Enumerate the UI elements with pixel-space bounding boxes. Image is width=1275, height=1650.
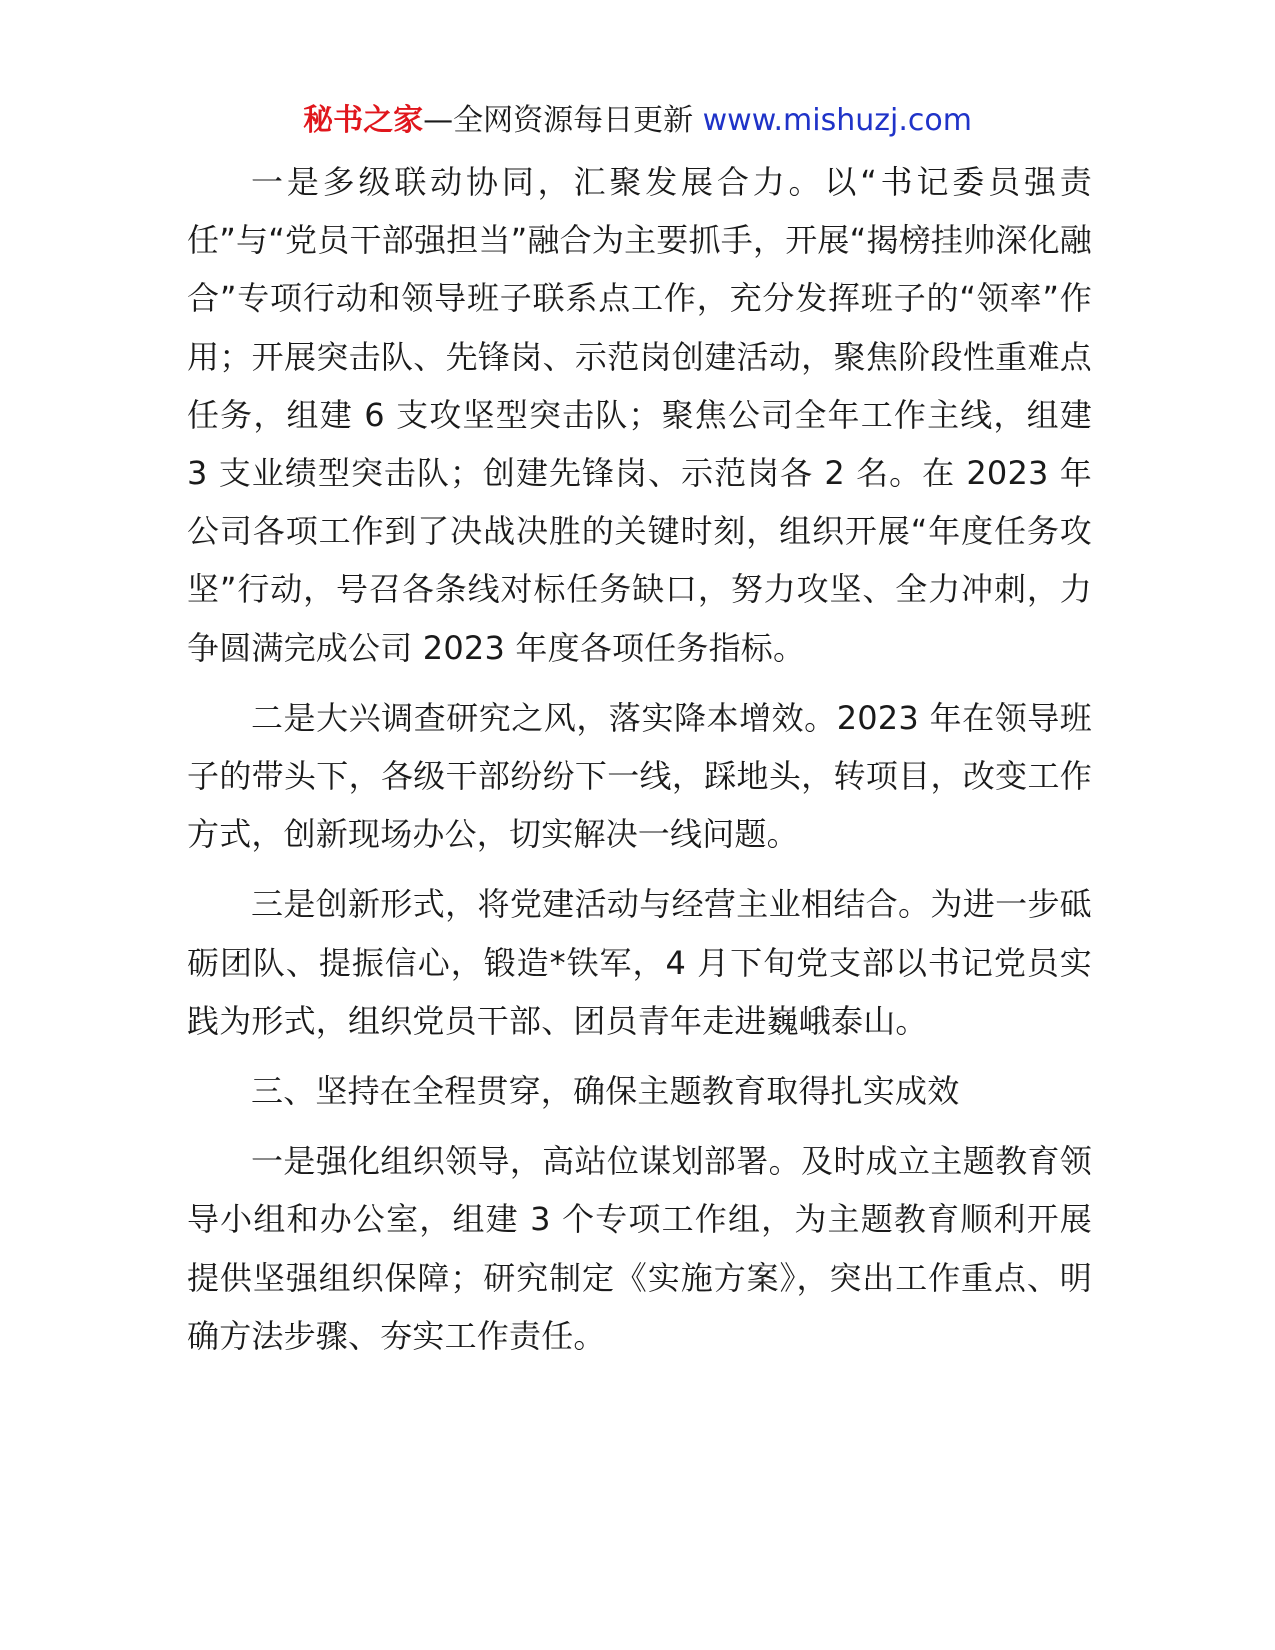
section-heading: 三、坚持在全程贯穿，确保主题教育取得扎实成效 (251, 1072, 960, 1111)
document-body (187, 153, 1092, 1377)
paragraph-4: 一是强化组织领导，高站位谋划部署。及时成立主题教育领导小组和办公室，组建 3 个专项工作组，为主题教育顺利开展提供坚强组织保障；研究制定《实施方案》，突出工作重点、明确方法步骤、夯实工作责任。 (187, 1142, 1092, 1355)
site-tagline: —全网资源每日更新 (423, 103, 694, 138)
site-brand: 秘书之家 (303, 103, 424, 138)
site-url-link[interactable]: www.mishuzj.com (702, 103, 972, 138)
site-header (0, 100, 1275, 142)
paragraph-3: 三是创新形式，将党建活动与经营主业相结合。为进一步砥砺团队、提振信心，锻造*铁军，4 月下旬党支部以书记党员实践为形式，组织党员干部、团员青年走进巍峨泰山。 (187, 885, 1092, 1040)
paragraph-1: 一是多级联动协同，汇聚发展合力。以“书记委员强责任”与“党员干部强担当”融合为主要抓手，开展“揭榜挂帅深化融合”专项行动和领导班子联系点工作，充分发挥班子的“领率”作用；开展突击队、先锋岗、示范岗创建活动，聚焦阶段性重难点任务，组建 6 支攻坚型突击队；聚焦公司全年工作主线，组建 3 支业绩型突击队；创建先锋岗、示范岗各 2 名。在 2023 年公司各项工作到了决战决胜的关键时刻，组织开展“年度任务攻坚”行动，号召各条线对标任务缺口，努力攻坚、全力冲刺，力争圆满完成公司 2023 年度各项任务指标。 (187, 163, 1092, 667)
paragraph-2: 二是大兴调查研究之风，落实降本增效。2023 年在领导班子的带头下，各级干部纷纷下一线，踩地头，转项目，改变工作方式，创新现场办公，切实解决一线问题。 (187, 698, 1092, 854)
